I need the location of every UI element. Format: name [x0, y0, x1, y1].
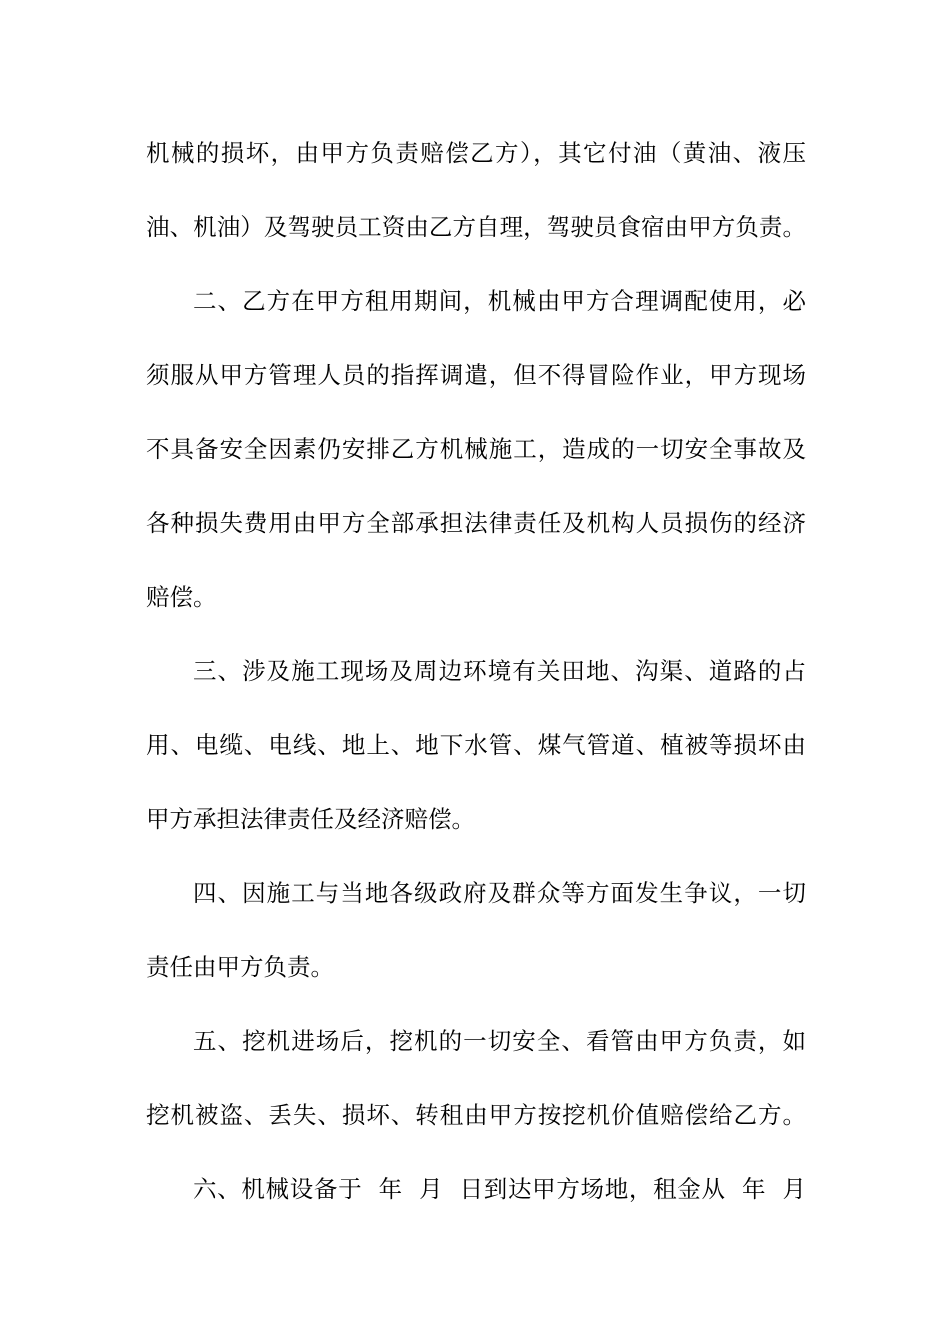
paragraph-line: 五、挖机进场后，挖机的一切安全、看管由甲方负责，如	[193, 1027, 806, 1055]
paragraph-line: 六、机械设备于 年 月 日到达甲方场地，租金从 年 月	[193, 1175, 806, 1203]
paragraph-line: 油、机油）及驾驶员工资由乙方自理，驾驶员食宿由甲方负责。	[146, 213, 806, 241]
paragraph-line: 二、乙方在甲方租用期间，机械由甲方合理调配使用，必	[193, 287, 806, 315]
paragraph-line: 赔偿。	[146, 583, 217, 611]
paragraph-line: 各种损失费用由甲方全部承担法律责任及机构人员损伤的经济	[146, 509, 806, 537]
paragraph-line: 须服从甲方管理人员的指挥调遣，但不得冒险作业，甲方现场	[146, 361, 806, 389]
paragraph-line: 不具备安全因素仍安排乙方机械施工，造成的一切安全事故及	[146, 435, 806, 463]
paragraph-line: 三、涉及施工现场及周边环境有关田地、沟渠、道路的占	[193, 657, 806, 685]
paragraph-line: 挖机被盗、丢失、损坏、转租由甲方按挖机价值赔偿给乙方。	[146, 1101, 806, 1129]
paragraph-line: 四、因施工与当地各级政府及群众等方面发生争议，一切	[193, 879, 806, 907]
paragraph-line: 责任由甲方负责。	[146, 953, 334, 981]
paragraph-line: 机械的损坏，由甲方负责赔偿乙方），其它付油（黄油、液压	[146, 139, 806, 167]
paragraph-line: 甲方承担法律责任及经济赔偿。	[146, 805, 475, 833]
paragraph-line: 用、电缆、电线、地上、地下水管、煤气管道、植被等损坏由	[146, 731, 806, 759]
